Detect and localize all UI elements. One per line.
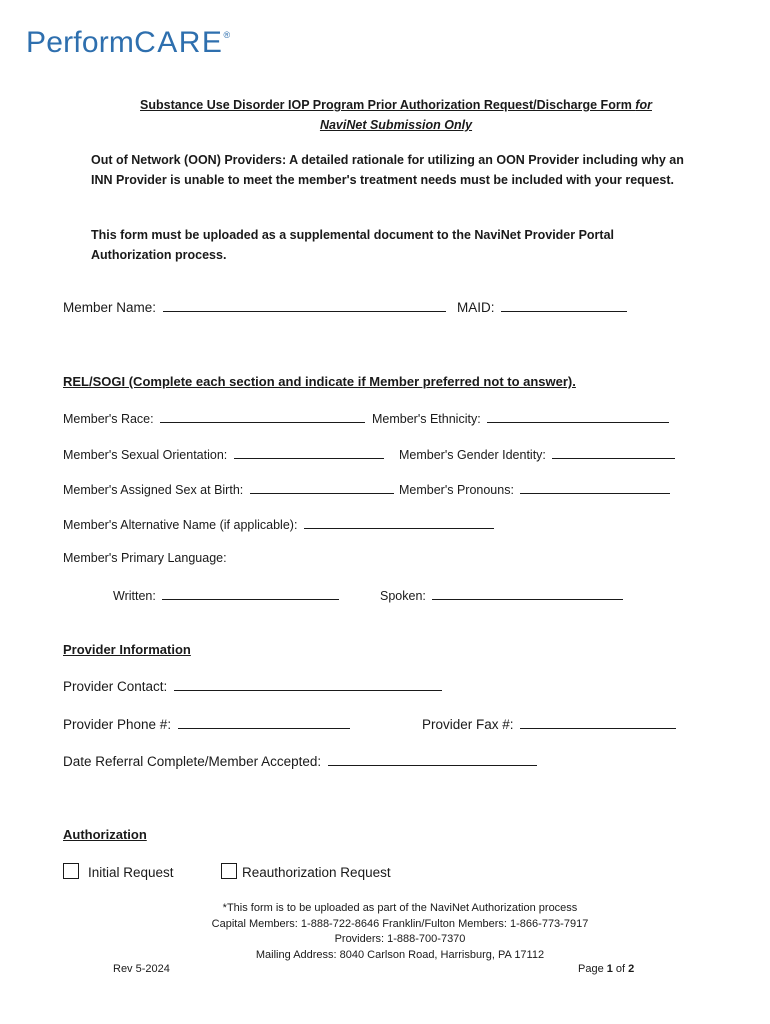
- footer-line-providers: Providers: 1-888-700-7370: [334, 933, 466, 945]
- ethnicity-field: [372, 410, 669, 426]
- provider-contact-label: Provider Contact:: [63, 679, 168, 694]
- primary-language-label: Member's Primary Language:: [63, 551, 227, 565]
- performcare-logo: [26, 26, 230, 60]
- gender-identity-label: Member's Gender Identity:: [399, 448, 546, 462]
- form-title: [90, 95, 702, 135]
- member-name-input[interactable]: [163, 299, 446, 312]
- sexual-orientation-input[interactable]: [234, 446, 384, 459]
- date-referral-field: [63, 753, 537, 769]
- reauthorization-label: Reauthorization Request: [242, 865, 391, 880]
- initial-request-option[interactable]: [63, 863, 174, 880]
- spoken-input[interactable]: [432, 587, 623, 600]
- alt-name-label: Member's Alternative Name (if applicable):: [63, 518, 298, 532]
- race-label: Member's Race:: [63, 412, 154, 426]
- maid-input[interactable]: [501, 299, 627, 312]
- reauthorization-checkbox[interactable]: [221, 863, 237, 879]
- written-language-field: [113, 587, 339, 603]
- pronouns-field: [399, 481, 670, 497]
- logo-care: CARE: [134, 26, 224, 59]
- provider-fax-input[interactable]: [520, 716, 676, 729]
- provider-phone-field: [63, 716, 350, 732]
- written-label: Written:: [113, 589, 156, 603]
- title-line1-italic: for: [635, 98, 652, 112]
- footer-line-members: Capital Members: 1-888-722-8646 Franklin/Fulton Members: 1-866-773-7917: [211, 917, 589, 930]
- spoken-label: Spoken:: [380, 589, 426, 603]
- initial-request-checkbox[interactable]: [63, 863, 79, 879]
- member-name-label: Member Name:: [63, 300, 157, 315]
- provider-phone-input[interactable]: [178, 716, 350, 729]
- page-current: 1: [606, 963, 613, 975]
- alt-name-input[interactable]: [304, 516, 494, 529]
- maid-label: MAID:: [457, 300, 495, 315]
- assigned-sex-input[interactable]: [250, 481, 394, 494]
- provider-heading: Provider Information: [63, 642, 191, 657]
- race-field: [63, 410, 365, 426]
- revision-label: Rev 5-2024: [113, 963, 170, 975]
- assigned-sex-label: Member's Assigned Sex at Birth:: [63, 483, 244, 497]
- upload-notice: This form must be uploaded as a supplemental document to the NaviNet Provider Portal Authorization process.: [91, 228, 615, 262]
- date-referral-input[interactable]: [328, 753, 537, 766]
- date-referral-label: Date Referral Complete/Member Accepted:: [63, 754, 322, 769]
- assigned-sex-field: [63, 481, 394, 497]
- provider-fax-label: Provider Fax #:: [422, 717, 514, 732]
- footer-line-address: Mailing Address: 8040 Carlson Road, Harrisburg, PA 17112: [255, 948, 545, 961]
- provider-phone-label: Provider Phone #:: [63, 717, 172, 732]
- sexual-orientation-field: [63, 446, 384, 462]
- pronouns-input[interactable]: [520, 481, 670, 494]
- page-prefix: Page: [578, 963, 607, 975]
- written-input[interactable]: [162, 587, 339, 600]
- relsogi-heading: REL/SOGI (Complete each section and indicate if Member preferred not to answer).: [63, 374, 576, 389]
- member-name-field: [63, 299, 446, 315]
- oon-notice: Out of Network (OON) Providers: A detailed rationale for utilizing an OON Provider including why an INN Provider is unable to meet the member's treatment needs must be included with your request.: [91, 153, 684, 187]
- sexual-orientation-label: Member's Sexual Orientation:: [63, 448, 228, 462]
- logo-registered-mark: ®: [223, 30, 231, 40]
- ethnicity-label: Member's Ethnicity:: [372, 412, 481, 426]
- provider-contact-field: [63, 678, 442, 694]
- gender-identity-input[interactable]: [552, 446, 675, 459]
- initial-request-label: Initial Request: [88, 865, 174, 880]
- maid-field: [457, 299, 627, 315]
- reauthorization-option[interactable]: [221, 863, 391, 880]
- footer-contacts: [100, 901, 700, 963]
- gender-identity-field: [399, 446, 675, 462]
- page-of: of: [612, 963, 629, 975]
- alt-name-field: [63, 516, 494, 532]
- provider-contact-input[interactable]: [174, 678, 442, 691]
- pronouns-label: Member's Pronouns:: [399, 483, 514, 497]
- page-total: 2: [628, 963, 635, 975]
- title-line1: Substance Use Disorder IOP Program Prior Authorization Request/Discharge Form: [140, 98, 636, 112]
- footer-line-upload: *This form is to be uploaded as part of the NaviNet Authorization process: [222, 902, 578, 914]
- spoken-language-field: [380, 587, 623, 603]
- page-number: [578, 963, 634, 975]
- race-input[interactable]: [160, 410, 365, 423]
- title-line2: NaviNet Submission Only: [319, 118, 473, 132]
- authorization-heading: Authorization: [63, 827, 147, 842]
- logo-perform: Perform: [26, 26, 135, 59]
- provider-fax-field: [422, 716, 676, 732]
- ethnicity-input[interactable]: [487, 410, 669, 423]
